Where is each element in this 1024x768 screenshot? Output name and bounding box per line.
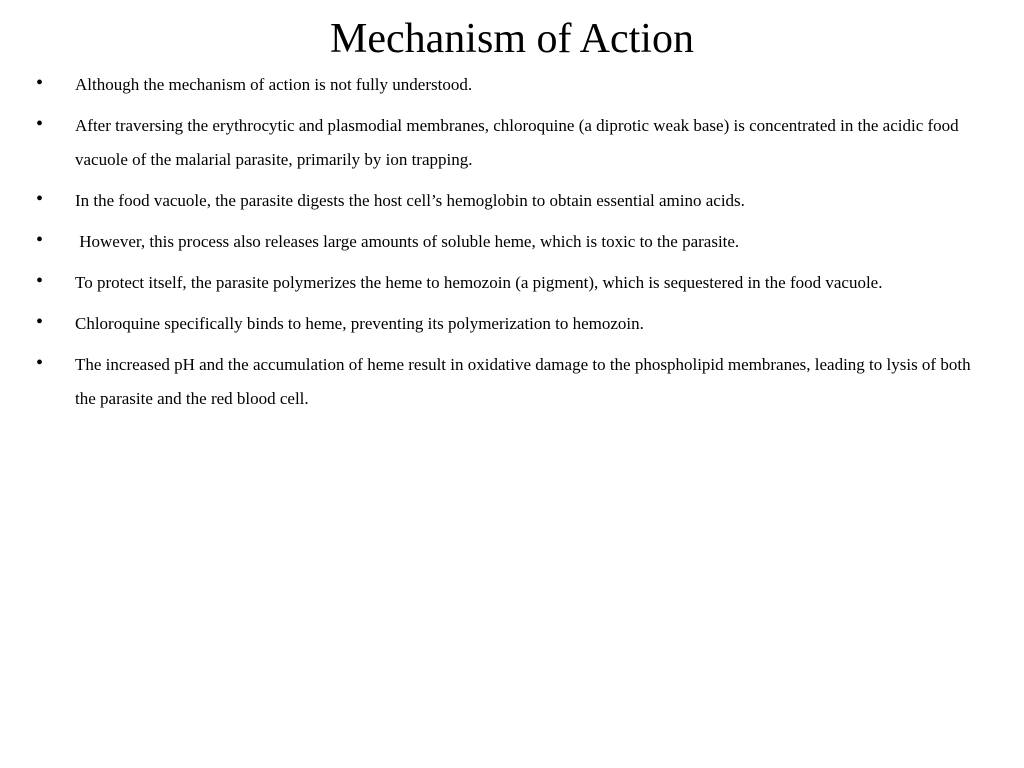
bullet-text: Although the mechanism of action is not fully understood.: [75, 75, 473, 94]
bullet-text: Chloroquine specifically binds to heme, preventing its polymerization to hemozoin.: [75, 314, 644, 333]
bullet-item: [0, 68, 1024, 102]
bullet-dot-icon: •: [36, 311, 44, 333]
bullet-item: [0, 307, 1024, 341]
bullet-item: [0, 184, 1024, 218]
bullet-text: After traversing the erythrocytic and plasmodial membranes, chloroquine (a diprotic weak base) is concentrated in the acidic food vacuole of the malarial parasite, primarily by ion trapping.: [75, 116, 959, 169]
bullet-dot-icon: •: [36, 113, 44, 135]
bullet-item: [0, 109, 1024, 177]
bullet-list: [0, 68, 1024, 423]
bullet-item: [0, 266, 1024, 300]
bullet-dot-icon: •: [36, 188, 44, 210]
bullet-dot-icon: •: [36, 270, 44, 292]
bullet-dot-icon: •: [36, 72, 44, 94]
slide-title: Mechanism of Action: [330, 16, 694, 62]
bullet-dot-icon: •: [36, 352, 44, 374]
bullet-item: [0, 225, 1024, 259]
bullet-text: To protect itself, the parasite polymerizes the heme to hemozoin (a pigment), which is sequestered in the food vacuole.: [75, 273, 883, 292]
bullet-text: The increased pH and the accumulation of heme result in oxidative damage to the phospholipid membranes, leading to lysis of both the parasite and the red blood cell.: [75, 355, 971, 408]
bullet-text: However, this process also releases large amounts of soluble heme, which is toxic to the parasite.: [75, 232, 740, 251]
bullet-text: In the food vacuole, the parasite digests the host cell’s hemoglobin to obtain essential amino acids.: [75, 191, 745, 210]
bullet-item: [0, 348, 1024, 416]
bullet-dot-icon: •: [36, 229, 44, 251]
